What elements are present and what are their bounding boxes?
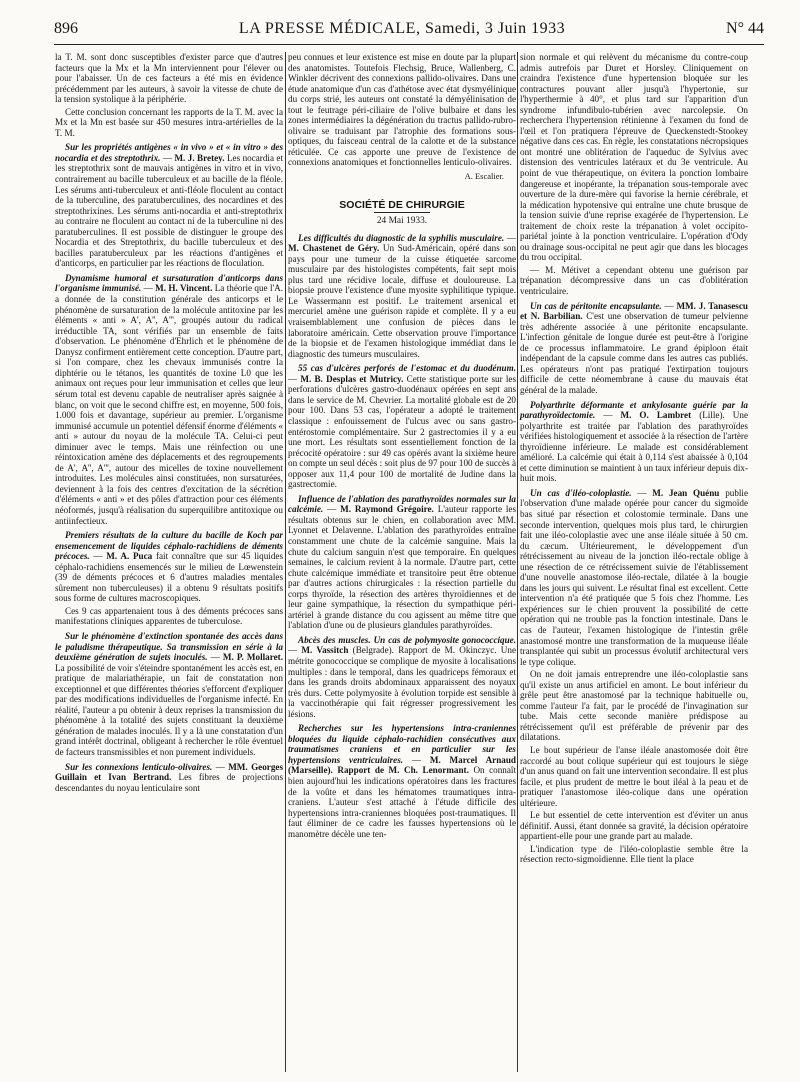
abstract-author: M. Chastenet de Géry. [288, 243, 380, 254]
abstract-body: La possibilité de voir s'éteindre spontanément les accès est, en pratique de malariathérapie, un fait de constatation non exceptionnel et que différentes théories s'efforcent d'expliquer par des modifications individuelles de l'organisme infecté. En réalité, l'auteur a pu obtenir à deux reprises la transmission du phénomène à la totalité des sujets constituant la deuxième génération de malades inoculés. Il y a là une constatation d'un grand intérêt doctrinal, obligeant à rechercher le rôle éventuel de facteurs transmissibles et non purement individuels. [55, 662, 283, 757]
abstract-author: M. A. Puca [106, 551, 153, 562]
society-heading: SOCIÉTÉ DE CHIRURGIE [288, 200, 516, 214]
abstract-vincent: Dynamisme humoral et sursaturation d'anticorps dans l'organisme immunisé. — M. H. Vincent. La théorie que l'A. a donnée de la constitution générale des anticorps et le phénomène de sursaturation de la molécule antitoxine par les éléments « anti » A', A'', A''', groupés autour du radical irréductible TA, sont vérifiés par un ensemble de faits d'observation. Le phénomène d'Ehrlich et le phénomène de Danysz confirment entièrement cette conception. D'autre part, si l'on compare, chez les chevaux immunisés contre la diphtérie ou le tétanos, les quantités de toxine L0 que les animaux ont reçues pour leur immunisation et celles que leur sérum total est devenu capable de neutraliser après saignée à blanc, on voit que le second chiffre est, en moyenne, 500 fois, 1.000 fois et davantage, supérieur au premier. L'organisme immunisé accumule un potentiel défensif énorme d'éléments « anti » autour du noyau de la molécule TA. Celui-ci peut diminuer avec le temps. Mais une réinfection ou une réintoxication amène des déplacements et des regroupements de A', A'', A''', autour des micelles de toxine nouvellement introduites. Les molécules ainsi constituées, non sursaturées, deviennent à la fois des centres d'excitation de la sécrétion d'éléments « anti » et des pôles d'attraction pour ces éléments néoformés, jusqu'à réalisation du superquilibre antitoxique ou antiinfectieux. [55, 272, 284, 526]
column-3 [520, 52, 748, 867]
abstract-author: M. J. Bretey. [174, 152, 225, 163]
abstract-body: Les nocardia et les streptothrix sont de mauvais antigènes in vitro et in vivo, contrairement au bacille tuberculeux et au bacille de la fléole. Les sérums anti-tuberculeux et anti-fléole floculent au contact de la tuberculine, des paratuberculines, des nocardines et des streptothrixines. Les sérums anti-nocardia et anti-streptothrix au contraire ne floculent au contact ni de la tuberculine ni des paratuberculines. Il est possible de distinguer le groupe des Nocardia et des Streptothrix, du bacille tuberculeux et des bacilles paratuberculeux par les réactions d'antigènes et d'anticorps, en particulier par les réactions de floculation. [55, 152, 284, 269]
abstract-title: Sur les propriétés antigènes « in vivo » et « in vitro » des nocardia et des streptothrix. [55, 142, 283, 163]
paragraph: — M. Métivet a cependant obtenu une guérison par trépanation décompressive dans un cas d'oblitération ventriculaire. [520, 264, 748, 297]
session-date: 24 Mai 1933. [376, 216, 428, 227]
paragraph: L'indication type de l'iléo-coloplastie semble être la résection recto-sigmoïdienne. Elle tient la place [520, 843, 748, 865]
journal-title: LA PRESSE MÉDICALE, Samedi, 3 Juin 1933 [238, 20, 566, 37]
abstract-arnaud: Recherches sur les hypertensions intra-craniennes bloquées du liquide céphalo-rachidien consécutives aux traumatismes craniens et en particulier sur les hypertensions ventriculaires. — M. Marcel Arnaud (Marseille). Rapport de M. Ch. Lenormant. On connaît bien aujourd'hui les indications opératoires dans les fractures de la voûte et dans les hématomes traumatiques intra-craniens. L'auteur s'est attaché à l'étude difficile des hypertensions intra-craniennes bloquées post-traumatiques. Il faut éliminer de ce cadre les fausses hypertensions où le manomètre décèle une ten- [288, 723, 516, 839]
abstract-title: Influence de l'ablation des parathyroïdes normales sur la calcémie. [288, 493, 516, 515]
abstract-title: Recherches sur les hypertensions intra-craniennes bloquées du liquide céphalo-rachidien consécutives aux traumatismes craniens et en particulier sur les hypertensions ventriculaires. [288, 723, 516, 765]
paragraph: la T. M. sont donc susceptibles d'exister parce que d'autres facteurs que la Mx et la Mn interviennent pour l'élever ou pour l'abaisser. Un de ces facteurs a été mis en évidence précédemment par les auteurs, à savoir la vitesse de chute de la tension systolique à la périphérie. [55, 52, 283, 105]
abstract-title: Sur le phénomène d'extinction spontanée des accès dans le paludisme thérapeutique. Sa transmission en série à la deuxième génération de sujets inoculés. [55, 630, 283, 663]
paragraph: Cette conclusion concernant les rapports de la T. M. avec la Mx et la Mn est basée sur 450 mesures intra-artérielles de la T. M. [55, 106, 283, 138]
paragraph: Le bout supérieur de l'anse iléale anastomosée doit être raccordé au bout colique supérieur qui est toujours le siège d'un anus quand on fait une intervention secondaire. Il est plus facile, et plus prudent de mettre le bout iléal à la peau et de pratiquer l'anastomose iléo-colique dans une opération ultérieure. [520, 745, 748, 808]
page-header [54, 20, 764, 44]
abstract-tanasescu: Un cas de péritonite encapsulante. — MM. J. Tanasescu et N. Barbilian. C'est une observation de tumeur pelvienne très adhérente associée à une péritonite encapsulante. L'infection génitale de longue durée est peut-être à l'origine de ce processus inflammatoire. Le grand épiploon était indépendant de la capsule comme dans les autres cas publiés. Les opérateurs n'ont pas pratiqué l'extirpation toujours difficile de cette néomembrane à cause du mauvais état général de la malade. [520, 300, 749, 395]
header-rule [54, 44, 764, 45]
abstract-body: Les fibres de projections descendantes du noyau lenticulaire sont [55, 772, 284, 793]
abstract-title: Dynamisme humoral et sursaturation d'anticorps dans l'organisme immunisé. [55, 272, 283, 294]
abstract-body: L'auteur rapporte les résultats obtenus sur le chien, en collaboration avec MM. Lyonnet et Delavenne. L'ablation des parathyroïdes entraîne constamment une chute de la calcémie sanguine. Mais la chute du calcium sanguin n'est que temporaire. En quelques semaines, le calcium revient à la normale. D'autre part, cette chute calcémique immédiate et transitoire peut être obtenue par d'autres actions chirurgicales : la résection partielle du corps thyroïde, la résection des artères thyroïdiennes et de leur gaine sympathique, la résection du sympathique péri-artériel à grande distance du cou agissent au même titre que l'ablation d'une ou de plusieurs glandules parathyroïdes. [288, 504, 517, 631]
abstract-author: M. O. Lambret [620, 410, 692, 421]
abstract-lambret: Polyarthrite déformante et ankylosante guérie par la parathyroïdectomie. — M. O. Lambret (Lille). Une polyarthrite est traitée par l'ablation des parathyroïdes vérifiées histologiquement et associée à la résection de l'artère thyroïdienne inférieure. Le malade est considérablement amélioré. La calcémie qui était à 0,114 s'est abaissée à 0,104 et cette diminution se maintient à un taux inférieur depuis dix-huit mois. [520, 399, 749, 484]
abstract-body: La théorie que l'A. a donnée de la constitution générale des anticorps et le phénomène de sursaturation de la molécule antitoxine par les éléments « anti » A', A'', A''', groupés autour du radical irréductible TA, sont vérifiés par un ensemble de faits d'observation. Le phénomène d'Ehrlich et le phénomène de Danysz confirment entièrement cette conception. D'autre part, si l'on compare, chez les chevaux immunisés contre la diphtérie ou le tétanos, les quantités de toxine L0 que les animaux ont reçues pour leur immunisation et celles que leur sérum total est devenu capable de neutraliser après saignée à blanc, on voit que le second chiffre est, en moyenne, 500 fois, 1.000 fois et davantage, supérieur au premier. L'organisme immunisé accumule un potentiel défensif énorme d'éléments « anti » autour du noyau de la molécule TA. Celui-ci peut diminuer avec le temps. Mais une réinfection ou une réintoxication amène des déplacements et des regroupements de A', A'', A''', autour des micelles de toxine nouvellement introduites. Les molécules ainsi constituées, non sursaturées, deviennent à la fois des centres d'excitation de la sécrétion d'éléments « anti » et des pôles d'attraction pour ces éléments néoformés, jusqu'à réalisation du superquilibre antitoxique ou antiinfectieux. [55, 283, 284, 526]
abstract-body: C'est une observation de tumeur pelvienne très adhérente associée à une péritonite encapsulante. L'infection génitale de longue durée est peut-être à l'origine de ce processus inflammatoire. Le grand épiploon était indépendant de la capsule comme dans les autres cas publiés. Les opérateurs n'ont pas pratiqué l'extirpation toujours difficile de cette néomembrane à cause du mauvais état général de la malade. [520, 311, 749, 395]
paragraph: peu connues et leur existence est mise en doute par la plupart des anatomistes. Toutefois Flechsig, Bruce, Wallenberg, C. Winkler décrivent des connexions pallido-olivaires. Dans une étude anatomique d'un cas d'athétose avec état dysmyélinique du corps strié, les auteurs ont constaté la démyélinisation de tout le feutrage péri-ciliaire de l'olive bulbaire et dans les zones intermédiaires la dégénération du tractus pallido-rubro-olivaire se traduisant par l'atrophie des formations sous-optiques, du faisceau central de la calotte et de la substance réticulée. Ce cas apporte une preuve de l'existence de connexions anatomiques et fonctionnelles lenticulo-olivaires. [288, 52, 516, 168]
abstract-title: 55 cas d'ulcères perforés de l'estomac et du duodénum. [298, 363, 516, 374]
column-divider-1 [285, 52, 286, 1072]
abstract-body: publie l'observation d'une malade opérée pour cancer du sigmoïde bas situé par résection et colostomie terminale. Dans une seconde intervention, quelques mois plus tard, le chirurgien fait une iléo-coloplastie avec une anse iléale située à 50 cm. du cæcum. Ultérieurement, le développement d'un rétrécissement au niveau de la jonction iléo-rectale oblige à une résection de ce rétrécissement suivie de l'établissement d'une nouvelle anastomose iléo-rectale, dilatée à la bougie dans les jours qui suivent. Le résultat final est excellent. Cette intervention n'a été pratiquée que 5 fois chez l'homme. Les expériences sur le chien prouvent la possibilité de cette opération qui ne trouble pas la fonction intestinale. Dans le cas de l'auteur, l'examen histologique de l'intestin grêle anastomosé montre une transformation de la muqueuse iléale transplantée qui subit un processus évolutif architectural vers le type colique. [520, 487, 748, 667]
abstract-mollaret: Sur le phénomène d'extinction spontanée des accès dans le paludisme thérapeutique. Sa transmission en série à la deuxième génération de sujets inoculés. — M. P. Mollaret. La possibilité de voir s'éteindre spontanément les accès est, en pratique de malariathérapie, un fait de constatation non exceptionnel et que différentes théories s'efforcent d'expliquer par des modifications individuelles de l'organisme infecté. En réalité, l'auteur a pu obtenir à deux reprises la transmission du phénomène à la totalité des sujets constituant la deuxième génération de malades inoculés. Il y a là une constatation d'un grand intérêt doctrinal, obligeant à rechercher le rôle éventuel de facteurs transmissibles et non purement individuels. [55, 630, 283, 757]
column-divider-2 [517, 52, 518, 1072]
abstract-chastenet: Les difficultés du diagnostic de la syphilis musculaire. — M. Chastenet de Géry. Un Sud-Américain, opéré dans son pays pour une tumeur de la cuisse étiquetée sarcome musculaire par des histologistes compétents, fait sept mois plus tard une récidive locale, diffuse et douloureuse. La biopsie prouve l'existence d'une myosite syphilitique typique. Le Wassermann est positif. Le traitement arsenical et mercuriel amène une guérison rapide et complète. Il y a eu vraisemblablement une confusion de pièces dans le laboratoire américain. Cette observation prouve l'importance de la biopsie et de l'examen histologique immédiat dans le diagnostic des tumeurs musculaires. [288, 232, 517, 359]
abstract-desplas: 55 cas d'ulcères perforés de l'estomac et du duodénum. — M. B. Desplas et Mutricy. Cette statistique porte sur les perforations d'ulcères gastro-duodénaux opérées en sept ans dans le service de M. Chevrier. La mortalité globale est de 20 pour 100. Dans 53 cas, l'opérateur a adopté le traitement classique : enfouissement de l'ulcus avec ou sans gastro-entérostomie complémentaire. Sur 2 gastrectomies il y a eu une mort. Les résultats sont essentiellement fonction de la précocité opératoire : sur 49 cas opérés avant la sixième heure on compte un seul décès : soit plus de 97 pour 100 de succès à opposer aux 11,4 pour 100 de mortalité de Judine dans la gastrectomie. [288, 363, 517, 490]
abstract-title: Premiers résultats de la culture du bacille de Koch par ensemencement de liquides céphalo-rachidiens de déments précoces. [55, 530, 283, 562]
abstract-bretey: Sur les propriétés antigènes « in vivo » et « in vitro » des nocardia et des streptothrix. — M. J. Bretey. Les nocardia et les streptothrix sont de mauvais antigènes in vitro et in vivo, contrairement au bacille tuberculeux et au bacille de la fléole. Les sérums anti-tuberculeux et anti-fléole floculent au contact de la tuberculine, des paratuberculines, des nocardines et des streptothrixines. Les sérums anti-nocardia et anti-streptothrix au contraire ne floculent au contact ni de la tuberculine ni des paratuberculines. Il est possible de distinguer le groupe des Nocardia et des Streptothrix, du bacille tuberculeux et des bacilles paratuberculeux par les réactions d'antigènes et d'anticorps, en particulier par les réactions de floculation. [55, 142, 284, 269]
paragraph: Ces 9 cas appartenaient tous à des déments précoces sans manifestations cliniques apparentes de tuberculose. [55, 605, 283, 627]
abstract-body: fait connaître que sur 45 liquides céphalo-rachidiens ensemencés sur le milieu de Lœwenstein (39 de déments précoces et 6 d'autres maladies mentales sûrement non tuberculeuses) il a obtenu 9 résultats positifs sous forme de cultures macroscopiques. [55, 551, 284, 604]
page-number: 896 [54, 20, 78, 37]
abstract-quenu: Un cas d'iléo-coloplastie. — M. Jean Quénu publie l'observation d'une malade opérée pour cancer du sigmoïde bas situé par résection et colostomie terminale. Dans une seconde intervention, quelques mois plus tard, le chirurgien fait une iléo-coloplastie avec une anse iléale située à 50 cm. du cæcum. Ultérieurement, le développement d'un rétrécissement au niveau de la jonction iléo-rectale oblige à une résection de ce rétrécissement suivie de l'établissement d'une nouvelle anastomose iléo-rectale, dilatée à la bougie dans les jours qui suivent. Le résultat final est excellent. Cette intervention n'a été pratiquée que 5 fois chez l'homme. Les expériences sur le chien prouvent la possibilité de cette opération qui ne trouble pas la fonction intestinale. Dans le cas de l'auteur, l'examen histologique de l'intestin grêle anastomosé montre une transformation de la muqueuse iléale transplantée qui subit un processus évolutif architectural vers le type colique. [520, 487, 748, 667]
paragraph: Le but essentiel de cette intervention est d'éviter un anus définitif. Aussi, étant donnée sa gravité, la décision opératoire appartient-elle pour une grande part au malade. [520, 810, 748, 842]
abstract-body: Cette statistique porte sur les perforations d'ulcères gastro-duodénaux opérées en sept ans dans le service de M. Chevrier. La mortalité globale est de 20 pour 100. Dans 53 cas, l'opérateur a adopté le traitement classique : enfouissement de l'ulcus avec ou sans gastro-entérostomie complémentaire. Sur 2 gastrectomies il y a eu une mort. Les résultats sont essentiellement fonction de la précocité opératoire : sur 49 cas opérés avant la sixième heure on compte un seul décès : soit plus de 97 pour 100 de succès à opposer aux 11,4 pour 100 de mortalité de Judine dans la gastrectomie. [288, 373, 517, 490]
abstract-author: M. Raymond Grégoire. [340, 504, 434, 515]
abstract-body: (Belgrade). Rapport de M. Okinczyc. Une métrite gonococcique se complique de myosite à localisations multiples : dans le temporal, dans les quadriceps fémoraux et dans les grands droits abdominaux apparaissent des noyaux très durs. Cette polymyosite à évolution torpide est sensible à la vaccinothérapie qui fait régresser progressivement les lésions. [288, 645, 516, 719]
abstract-author: M. Vassitch [301, 645, 349, 656]
abstract-title: Un cas d'iléo-coloplastie. [530, 487, 632, 498]
abstract-puca: Premiers résultats de la culture du bacille de Koch par ensemencement de liquides céphalo-rachidiens de déments précoces. — M. A. Puca fait connaître que sur 45 liquides céphalo-rachidiens ensemencés sur le milieu de Lœwenstein (39 de déments précoces et 6 d'autres maladies mentales sûrement non tuberculeuses) il a obtenu 9 résultats positifs sous forme de cultures macroscopiques. [55, 530, 284, 604]
abstract-author: M. H. Vincent. [155, 283, 213, 294]
abstract-author: MM. Georges Guillain et Ivan Bertrand. [55, 761, 283, 783]
abstract-title: Polyarthrite déformante et ankylosante guérie par la parathyroïdectomie. [520, 399, 748, 421]
abstract-guillain: Sur les connexions lenticulo-olivaires. — MM. Georges Guillain et Ivan Bertrand. Les fibres de projections descendantes du noyau lenticulaire sont [55, 761, 284, 793]
signature: A. Escalier. [464, 171, 504, 182]
abstract-author: M. B. Desplas et Mutricy. [300, 373, 404, 384]
abstract-author: M. P. Mollaret. [222, 652, 283, 663]
issue-number: N° 44 [726, 20, 764, 37]
abstract-title: Abcès des muscles. Un cas de polymyosite gonococcique. [298, 634, 516, 645]
abstract-author: M. Marcel Arnaud (Marseille). Rapport de M. Ch. Lenormant. [288, 754, 516, 776]
abstract-title: Sur les connexions lenticulo-olivaires. [65, 761, 213, 772]
abstract-title: Un cas de péritonite encapsulante. [530, 300, 662, 311]
paragraph: sion normale et qui relèvent du mécanisme du contre-coup admis autrefois par Duret et Horsley. Cliniquement on craindra l'existence d'une hypertension bloquée sur les contractures pouvant aller jusqu'à l'hypertonie, sur l'hyperthermie à 40°, et plus tard sur l'apparition d'un syndrome infundibulo-tubérien avec narcolepsie. On recherchera l'hypertension rétinienne à l'examen du fond de l'œil et l'on pratiquera l'épreuve de Queckenstedt-Stookey négative dans ces cas. En règle, les constatations nécropsiques ont montré une oblitération de l'aqueduc de Sylvius avec distension des ventricules latéraux et du 3e ventricule. Au point de vue thérapeutique, on évitera la ponction lombaire dangereuse et inopérante, la trépanation sous-temporale avec ouverture de la dure-mère qui favorise la hernie cérébrale, et la médication hypotensive qui entraîne une chute brusque de la tension suivie d'une reprise exagérée de l'hypertension. Le traitement de choix reste la trépanation à volet occipito-pariétal jointe à la ponction ventriculaire. L'opération d'Ody ou drainage sous-occipital ne peut agir que dans les blocages du trou occipital. [520, 52, 748, 263]
abstract-author: MM. J. Tanasescu et N. Barbilian. [520, 300, 748, 322]
abstract-title: Les difficultés du diagnostic de la syphilis musculaire. [298, 232, 505, 243]
abstract-vassitch: Abcès des muscles. Un cas de polymyosite gonococcique. — M. Vassitch (Belgrade). Rapport de M. Okinczyc. Une métrite gonococcique se complique de myosite à localisations multiples : dans le temporal, dans les quadriceps fémoraux et dans les grands droits abdominaux apparaissent des noyaux très durs. Cette polymyosite à évolution torpide est sensible à la vaccinothérapie qui fait régresser progressivement les lésions. [288, 634, 516, 719]
abstract-author: M. Jean Quénu [652, 487, 720, 498]
paragraph: On ne doit jamais entreprendre une iléo-coloplastie sans qu'il existe un anus artificiel en amont. Le bout inférieur du grêle peut être anastomosé par la technique habituelle ou, comme l'auteur l'a fait, par le procédé de l'invagination sur tube. Mais cette seconde manière prédispose au rétrécissement qu'il est préférable de prévenir par des dilatations. [520, 669, 748, 743]
abstract-body: (Lille). Une polyarthrite est traitée par l'ablation des parathyroïdes vérifiées histologiquement et associée à la résection de l'artère thyroïdienne inférieure. Le malade est considérablement amélioré. La calcémie qui était à 0,114 s'est abaissée à 0,104 et cette diminution se maintient à un taux inférieur depuis dix-huit mois. [520, 410, 749, 484]
abstract-body: On connaît bien aujourd'hui les indications opératoires dans les fractures de la voûte et dans les hématomes traumatiques intra-craniens. L'auteur s'est attaché à l'étude difficile des hypertensions intra-craniennes bloquées post-traumatiques. Il faut éliminer de ce cadre les fausses hypertensions où le manomètre décèle une ten- [288, 765, 516, 839]
column-1 [55, 52, 283, 795]
abstract-gregoire: Influence de l'ablation des parathyroïdes normales sur la calcémie. — M. Raymond Grégoire. L'auteur rapporte les résultats obtenus sur le chien, en collaboration avec MM. Lyonnet et Delavenne. L'ablation des parathyroïdes entraîne constamment une chute de la calcémie sanguine. Mais la chute du calcium sanguin n'est que temporaire. En quelques semaines, le calcium revient à la normale. D'autre part, cette chute calcémique immédiate et transitoire peut être obtenue par d'autres actions chirurgicales : la résection partielle du corps thyroïde, la résection des artères thyroïdiennes et de leur gaine sympathique, la résection du sympathique péri-artériel à grande distance du cou agissent au même titre que l'ablation d'une ou de plusieurs glandules parathyroïdes. [288, 493, 517, 631]
column-2 [288, 52, 516, 841]
abstract-body: Un Sud-Américain, opéré dans son pays pour une tumeur de la cuisse étiquetée sarcome musculaire par des histologistes compétents, fait sept mois plus tard une récidive locale, diffuse et douloureuse. La biopsie prouve l'existence d'une myosite syphilitique typique. Le Wassermann est positif. Le traitement arsenical et mercuriel amène une guérison rapide et complète. Il y a eu vraisemblablement une confusion de pièces dans le laboratoire américain. Cette observation prouve l'importance de la biopsie et de l'examen histologique immédiat dans le diagnostic des tumeurs musculaires. [288, 243, 516, 359]
